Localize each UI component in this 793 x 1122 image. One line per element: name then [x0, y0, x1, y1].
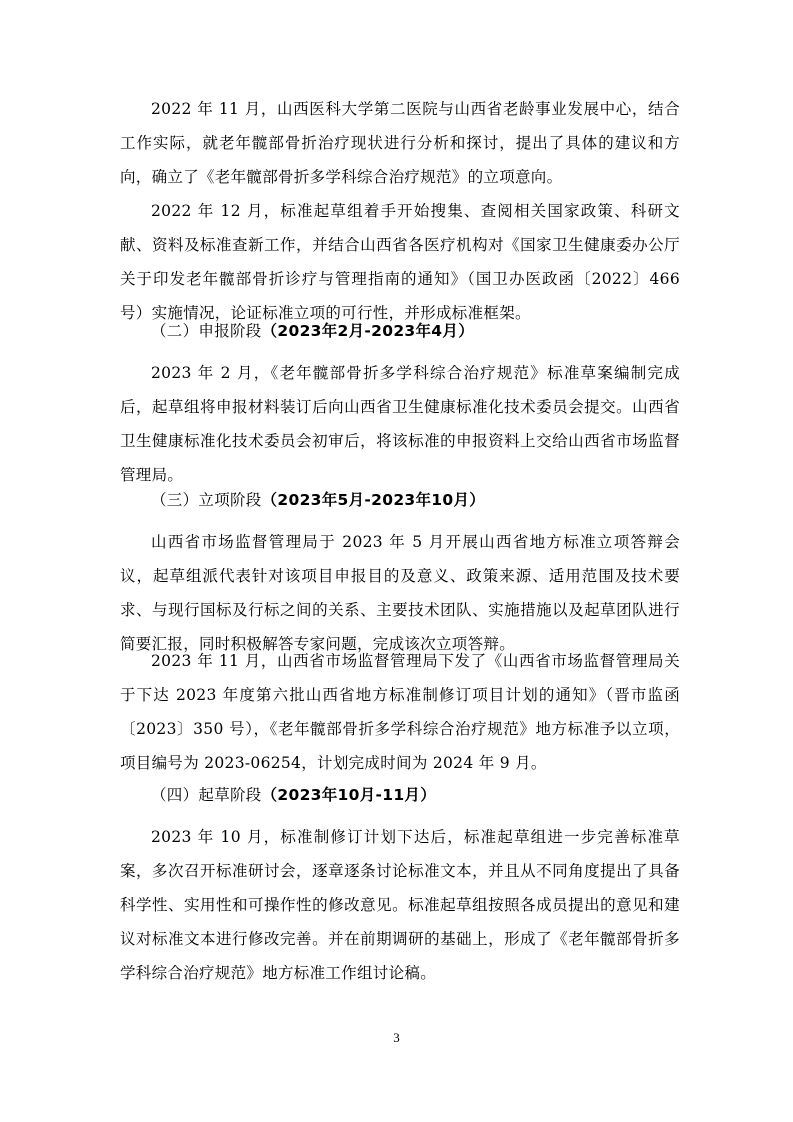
section-heading-application [151, 314, 681, 348]
paragraph-approval-notice: 2023 年 11 月，山西省市场监督管理局下发了《山西省市场监督管理局关于下达 2023 年度第六批山西省地方标准制修订项目计划的通知》（晋市监函〔2023〕350 号），《老年髋部骨折多学科综合治疗规范》地方标准予以立项，项目编号为 2023-06254，计划完成时间为 2024 年 9 月。 [120, 652, 680, 772]
section-heading-dates: （2023年5月-2023年10月） [261, 491, 486, 509]
section-heading-drafting [151, 778, 681, 812]
section-heading-label: （四）起草阶段 [151, 786, 262, 804]
section-heading-dates: （2023年2月-2023年4月） [261, 322, 474, 340]
paragraph-drafting: 2023 年 10 月，标准制修订计划下达后，标准起草组进一步完善标准草案，多次召开标准研讨会，逐章逐条讨论标准文本，并且从不同角度提出了具备科学性、实用性和可操作性的修改意见。标准起草组按照各成员提出的意见和建议对标准文本进行修改完善。并在前期调研的基础上，形成了《老年髋部骨折多学科综合治疗规范》地方标准工作组讨论稿。 [120, 828, 680, 982]
paragraph-application: 2023 年 2 月，《老年髋部骨折多学科综合治疗规范》标准草案编制完成后，起草组将申报材料装订后向山西省卫生健康标准化技术委员会提交。山西省卫生健康标准化技术委员会初审后，将该标准的申报资料上交给山西省市场监督管理局。 [120, 364, 680, 484]
section-heading-label: （二）申报阶段 [151, 322, 262, 340]
section-heading-approval [151, 483, 681, 517]
paragraph-research-preparation: 2022 年 12 月，标准起草组着手开始搜集、查阅相关国家政策、科研文献、资料及标准查新工作，并结合山西省各医疗机构对《国家卫生健康委办公厅关于印发老年髋部骨折诊疗与管理指南的通知》（国卫办医政函〔2022〕466 号）实施情况，论证标准立项的可行性，并形成标准框架。 [120, 202, 680, 322]
page-number: 3 [393, 1030, 400, 1045]
section-heading-dates: （2023年10月-11月） [261, 786, 437, 804]
paragraph-defense-meeting: 山西省市场监督管理局于 2023 年 5 月开展山西省地方标准立项答辩会议，起草组派代表针对该项目申报目的及意义、政策来源、适用范围及技术要求、与现行国标及行标之间的关系、主要技术团队、实施措施以及起草团队进行简要汇报，同时积极解答专家问题，完成该次立项答辩。 [120, 533, 680, 653]
paragraph-project-intent: 2022 年 11 月，山西医科大学第二医院与山西省老龄事业发展中心，结合工作实际，就老年髋部骨折治疗现状进行分析和探讨，提出了具体的建议和方向，确立了《老年髋部骨折多学科综合治疗规范》的立项意向。 [120, 100, 680, 186]
section-heading-label: （三）立项阶段 [151, 491, 262, 509]
